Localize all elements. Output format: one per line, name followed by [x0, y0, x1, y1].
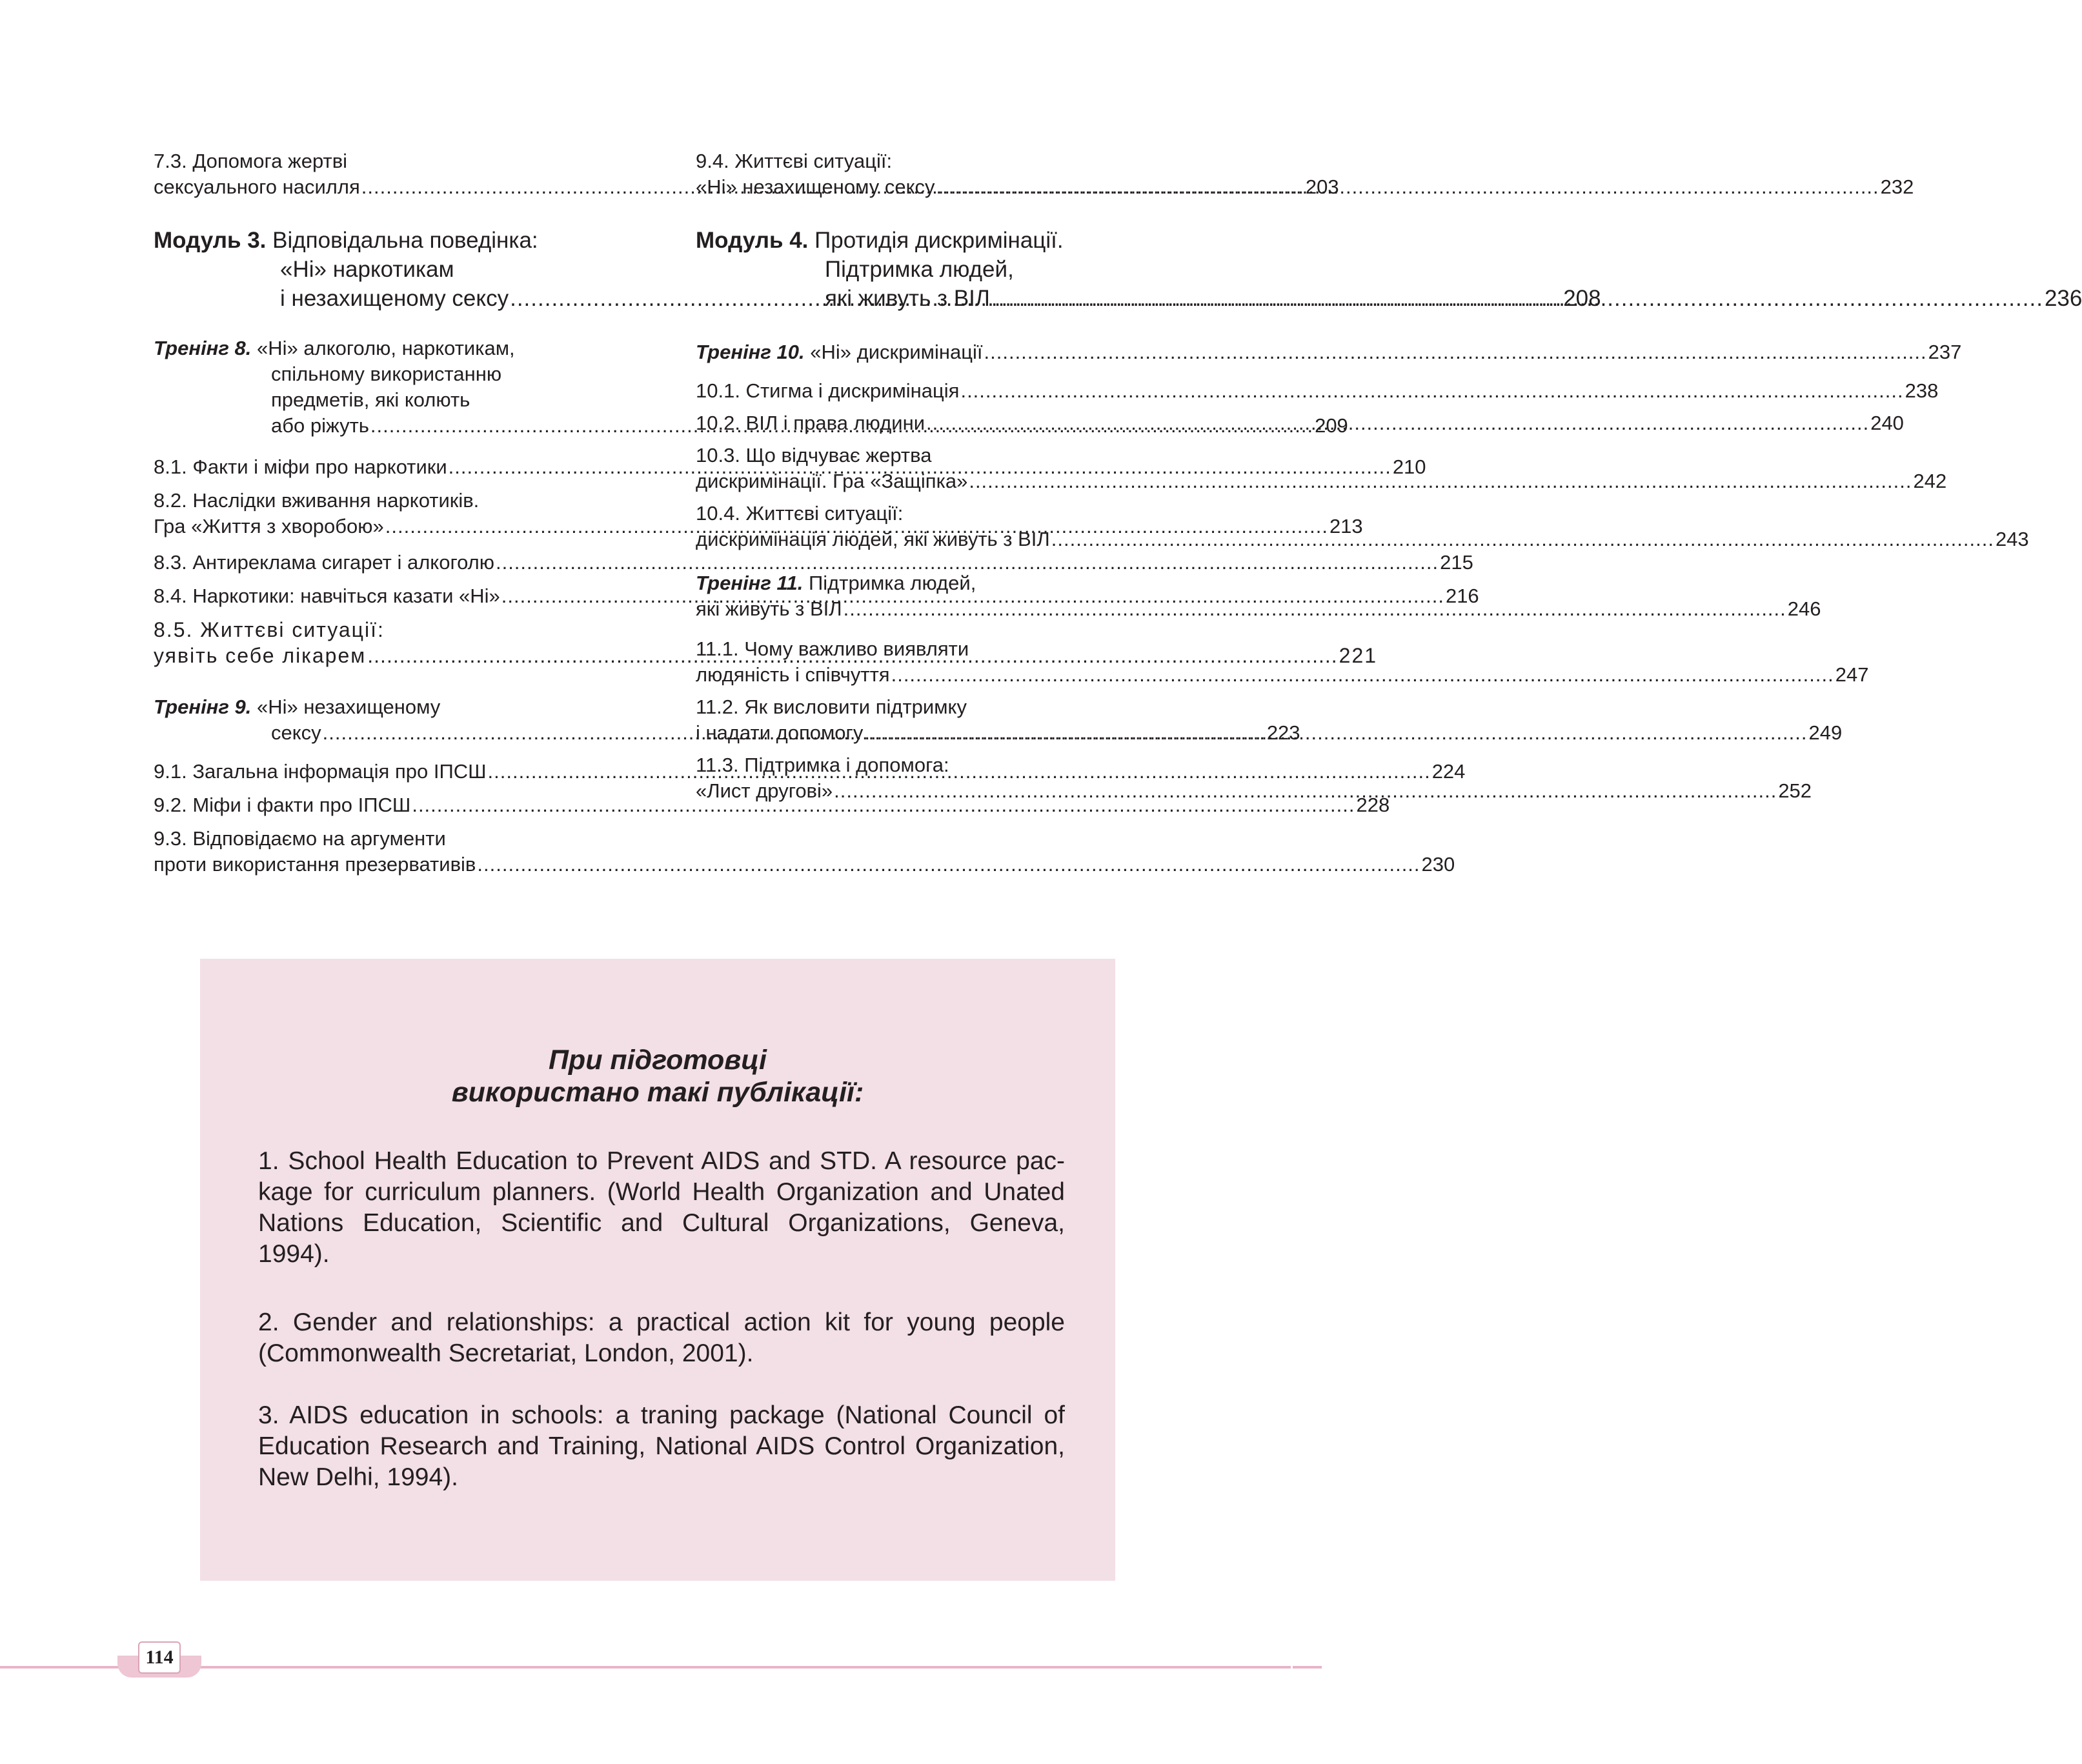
page-ref: 213 [1329, 515, 1363, 537]
page-ref: 230 [1421, 853, 1455, 876]
references-box [200, 959, 1115, 1581]
page-ref: 221 [1339, 644, 1378, 667]
toc-entry-9-2[interactable]: 9.2. Міфи і факти про ІПСШ..... 228 [154, 792, 625, 818]
training-label: Тренінг 8. [154, 337, 252, 359]
reference-item-1: 1. School Health Education to Prevent AIDS and STD. A resource pac- kage for curriculum planners. (World Health Organization and Unated Nations Education, Scientific and Cultural Organizations, Geneva, 1994). [258, 1147, 1065, 1268]
page-ref: 223 [1266, 721, 1300, 744]
reference-item-2: 2. Gender and relationships: a practical action kit for young people (Commonwealth Secretariat, London, 2001). [258, 1308, 1065, 1367]
page-ref: 242 [1913, 470, 1947, 492]
page-ref: 215 [1440, 551, 1473, 574]
page-ref: 203 [1305, 175, 1339, 198]
page-ref: 249 [1808, 721, 1843, 744]
module-label: Модуль 4. [696, 228, 809, 253]
page-ref: 252 [1778, 779, 1812, 802]
toc-entry-9-1[interactable]: 9.1. Загальна інформація про ІПСШ..... 224 [154, 759, 625, 785]
page-ref: 243 [1995, 528, 2029, 550]
toc-entry-8-2[interactable]: 8.2. Наслідки вживання наркотиків. Гра «Життя з хворобою»..... 213 [154, 488, 625, 539]
training-label: Тренінг 9. [154, 696, 252, 718]
footer-divider-end [1293, 1666, 1322, 1669]
toc-entry-11-2[interactable]: 11.2. Як висловити підтримку і надати допомогу..... 249 [696, 694, 1167, 746]
training-label: Тренінг 11. [696, 572, 803, 594]
toc-module-4[interactable]: Модуль 4. Протидія дискримінації. Підтримка людей, які живуть з ВІЛ..... 236 [696, 226, 1167, 313]
page-ref: 246 [1787, 597, 1821, 620]
toc-entry-11-1[interactable]: 11.1. Чому важливо виявляти людяність і співчуття..... 247 [696, 636, 1167, 688]
toc-entry-10-2[interactable]: 10.2. ВІЛ і права людини..... 240 [696, 410, 1167, 436]
page-ref: 208 [1563, 286, 1601, 311]
page-ref: 247 [1835, 663, 1869, 686]
page-ref: 232 [1880, 175, 1914, 198]
page-ref: 236 [2044, 286, 2082, 311]
page-ref: 240 [1870, 412, 1904, 434]
toc-training-8[interactable]: Тренінг 8. «Ні» алкоголю, наркотикам, спільному використанню предметів, які колють або ріжуть..... 209 [154, 336, 625, 439]
page-ref: 216 [1445, 585, 1479, 607]
toc-entry-8-3[interactable]: 8.3. Антиреклама сигарет і алкоголю..... 215 [154, 550, 625, 576]
toc-training-10[interactable]: Тренінг 10. «Ні» дискримінації..... 237 [696, 339, 1167, 365]
page-number: 114 [138, 1641, 181, 1674]
training-label: Тренінг 10. [696, 341, 805, 363]
page-ref: 237 [1928, 341, 1962, 363]
toc-entry-8-5[interactable]: 8.5. Життєві ситуації: уявіть себе лікарем..... 221 [154, 617, 625, 668]
reference-item-3: 3. AIDS education in schools: a traning package (National Council of Education Research and Training, National AIDS Control Organization, New Delhi, 1994). [258, 1401, 1065, 1491]
toc-entry-9-4[interactable]: 9.4. Життєві ситуації: «Ні» незахищеному сексу..... 232 [696, 148, 1167, 200]
toc-entry-8-4[interactable]: 8.4. Наркотики: навчіться казати «Ні»..... 216 [154, 583, 625, 609]
toc-entry-10-1[interactable]: 10.1. Стигма і дискримінація..... 238 [696, 378, 1167, 404]
toc-entry-10-3[interactable]: 10.3. Що відчуває жертва дискримінації. Гра «Защіпка»..... 242 [696, 443, 1167, 494]
page-ref: 238 [1905, 379, 1939, 402]
page-ref: 228 [1356, 794, 1390, 816]
toc-entry-9-3[interactable]: 9.3. Відповідаємо на аргументи проти використання презервативів..... 230 [154, 826, 625, 877]
page-ref: 224 [1431, 760, 1466, 783]
references-title: При підготовці використано такі публікації: [451, 1045, 864, 1108]
toc-entry-7-3[interactable]: 7.3. Допомога жертві сексуального насилля..... 203 [154, 148, 625, 200]
toc-training-11[interactable]: Тренінг 11. Підтримка людей, які живуть з ВІЛ..... 246 [696, 570, 1167, 622]
toc-training-9[interactable]: Тренінг 9. «Ні» незахищеному сексу..... 223 [154, 694, 625, 746]
toc-entry-11-3[interactable]: 11.3. Підтримка і допомога: «Лист другові»..... 252 [696, 752, 1167, 804]
module-label: Модуль 3. [154, 228, 267, 253]
toc-entry-8-1[interactable]: 8.1. Факти і міфи про наркотики..... 210 [154, 454, 625, 480]
page-ref: 210 [1392, 456, 1426, 478]
toc-module-3[interactable]: Модуль 3. Відповідальна поведінка: «Ні» наркотикам і незахищеному сексу..... 208 [154, 226, 625, 313]
page-ref: 209 [1315, 414, 1348, 437]
toc-entry-10-4[interactable]: 10.4. Життєві ситуації: дискримінація людей, які живуть з ВІЛ..... 243 [696, 501, 1167, 552]
